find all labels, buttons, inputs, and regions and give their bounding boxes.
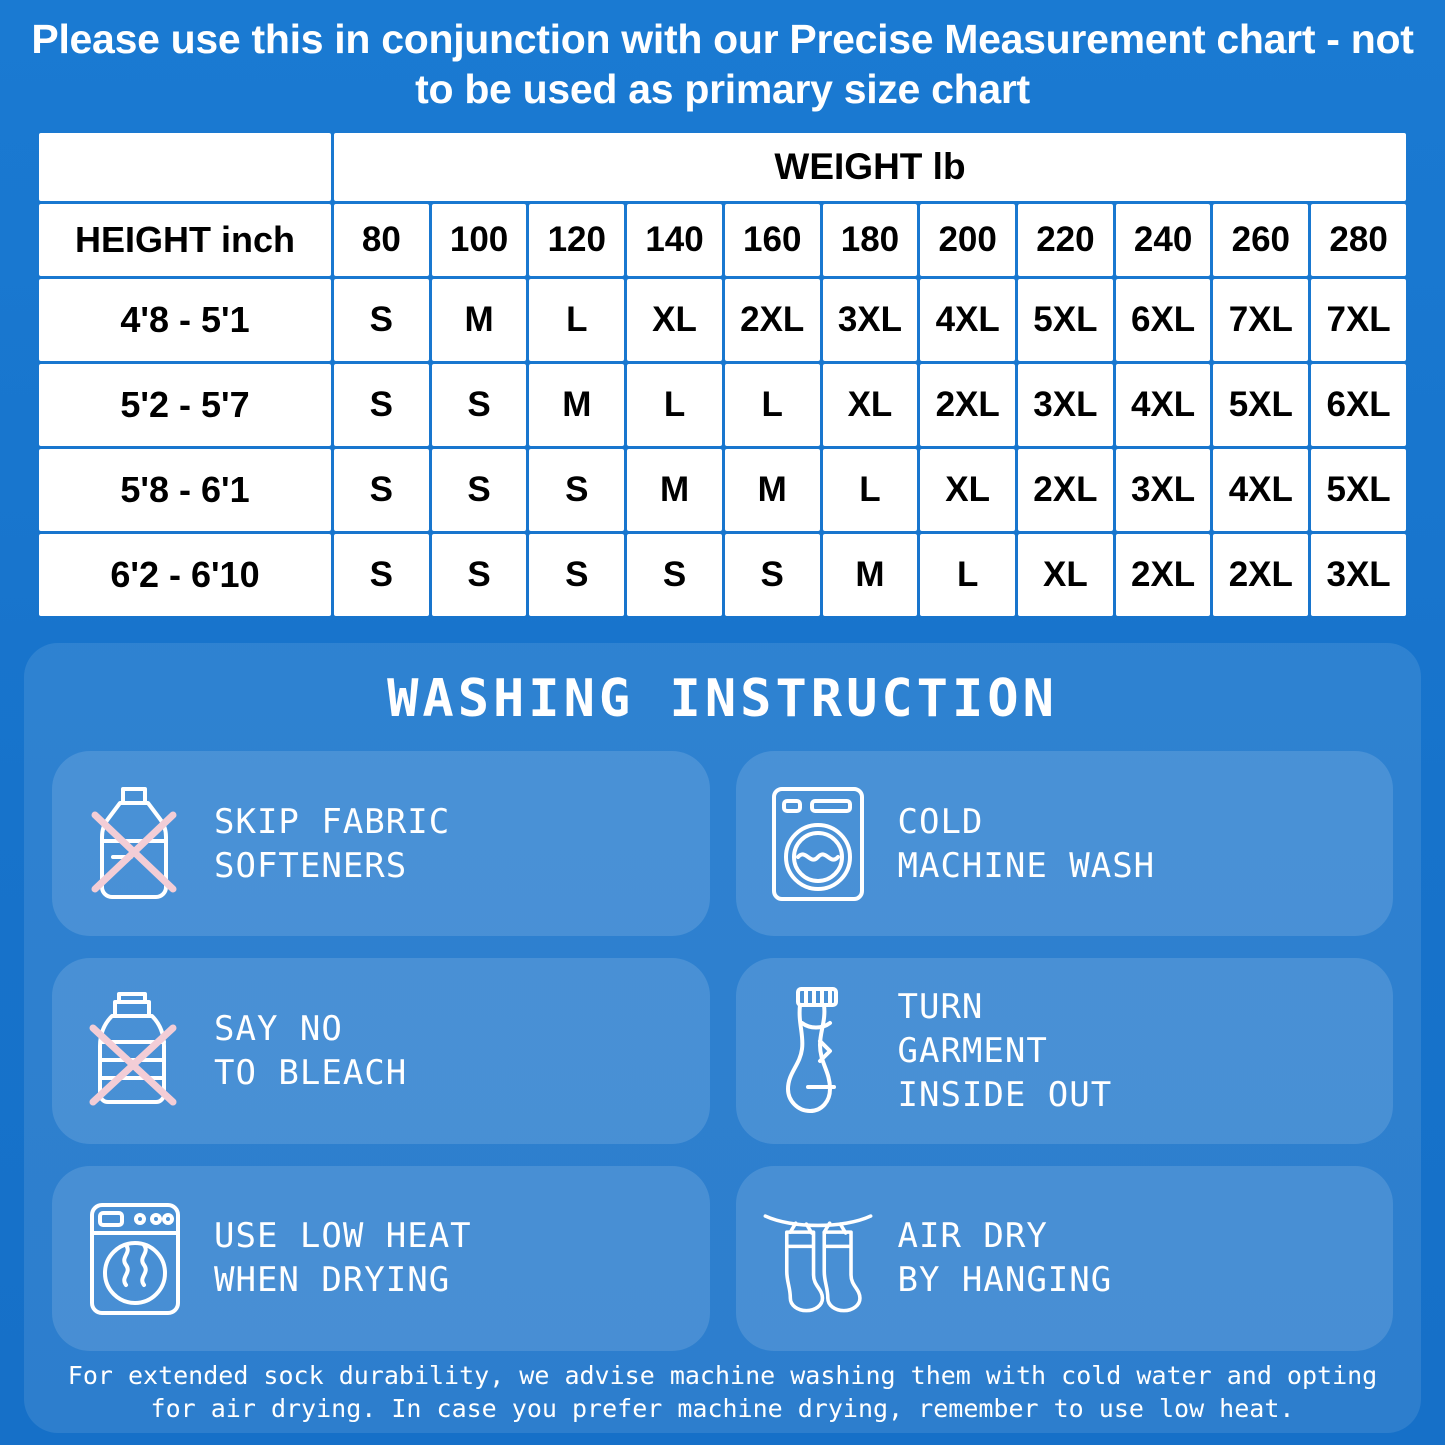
size-cell: S: [725, 534, 820, 616]
size-cell: 7XL: [1213, 279, 1308, 361]
size-cell: L: [920, 534, 1015, 616]
weight-axis-title: WEIGHT lb: [334, 133, 1406, 201]
size-cell: S: [334, 449, 429, 531]
size-cell: 3XL: [1116, 449, 1211, 531]
weight-column-header: 100: [432, 204, 527, 276]
table-row: [39, 133, 1406, 201]
washing-card-label: AIR DRY BY HANGING: [897, 1216, 1113, 1301]
size-cell: 2XL: [1213, 534, 1308, 616]
size-cell: 2XL: [920, 364, 1015, 446]
washing-footnote: For extended sock durability, we advise machine washing them with cold water and opting for air drying. In case you prefer machine drying, remember to use low heat.: [67, 1361, 1378, 1423]
weight-column-header: 260: [1213, 204, 1308, 276]
size-cell: L: [529, 279, 624, 361]
size-cell: 2XL: [725, 279, 820, 361]
weight-column-header: 220: [1018, 204, 1113, 276]
table-row: [39, 449, 1406, 531]
size-cell: M: [823, 534, 918, 616]
size-cell: S: [432, 449, 527, 531]
page-headline: Please use this in conjunction with our Precise Measurement chart - not to be used as primary size chart: [31, 16, 1414, 112]
height-axis-title: HEIGHT inch: [39, 204, 331, 276]
weight-column-header: 160: [725, 204, 820, 276]
size-cell: S: [627, 534, 722, 616]
washing-card-skip-fabric-softeners: [52, 751, 710, 936]
washing-instruction-panel: [24, 643, 1421, 1433]
size-cell: M: [627, 449, 722, 531]
size-cell: S: [334, 364, 429, 446]
weight-column-header: 240: [1116, 204, 1211, 276]
size-cell: 3XL: [823, 279, 918, 361]
height-row-label: 6'2 - 6'10: [39, 534, 331, 616]
washing-card-label: SKIP FABRIC SOFTENERS: [214, 801, 451, 886]
size-cell: L: [725, 364, 820, 446]
size-cell: 2XL: [1018, 449, 1113, 531]
washing-instruction-title: WASHING INSTRUCTION: [387, 669, 1058, 729]
washing-card-label: USE LOW HEAT WHEN DRYING: [214, 1216, 472, 1301]
size-cell: 3XL: [1018, 364, 1113, 446]
size-cell: S: [432, 364, 527, 446]
height-row-label: 5'2 - 5'7: [39, 364, 331, 446]
weight-column-header: 140: [627, 204, 722, 276]
washing-card-air-dry-hanging: [736, 1166, 1394, 1351]
size-cell: 4XL: [920, 279, 1015, 361]
height-row-label: 5'8 - 6'1: [39, 449, 331, 531]
size-cell: L: [823, 449, 918, 531]
size-cell: XL: [920, 449, 1015, 531]
washing-card-label: COLD MACHINE WASH: [897, 801, 1156, 886]
size-cell: 5XL: [1213, 364, 1308, 446]
tumble-dryer-low-heat-icon: [76, 1190, 192, 1326]
size-cell: 3XL: [1311, 534, 1406, 616]
size-chart-table-wrap: [36, 130, 1409, 619]
size-cell: S: [529, 534, 624, 616]
size-cell: 4XL: [1213, 449, 1308, 531]
size-cell: 6XL: [1311, 364, 1406, 446]
size-cell: L: [627, 364, 722, 446]
size-cell: S: [334, 279, 429, 361]
table-row: [39, 279, 1406, 361]
washing-card-label: SAY NO TO BLEACH: [214, 1008, 408, 1093]
bleach-bottle-crossed-icon: [76, 983, 192, 1119]
washing-card-turn-inside-out: [736, 958, 1394, 1143]
weight-column-header: 180: [823, 204, 918, 276]
weight-column-header: 80: [334, 204, 429, 276]
size-cell: S: [432, 534, 527, 616]
table-row: [39, 364, 1406, 446]
size-cell: M: [432, 279, 527, 361]
size-cell: S: [529, 449, 624, 531]
size-cell: 5XL: [1018, 279, 1113, 361]
size-cell: M: [725, 449, 820, 531]
weight-column-header: 280: [1311, 204, 1406, 276]
weight-column-header: 200: [920, 204, 1015, 276]
socks-on-line-icon: [760, 1190, 876, 1326]
size-cell: 5XL: [1311, 449, 1406, 531]
washing-machine-icon: [760, 776, 876, 912]
size-cell: 4XL: [1116, 364, 1211, 446]
washing-card-low-heat-drying: [52, 1166, 710, 1351]
table-row: [39, 534, 1406, 616]
fabric-softener-bottle-crossed-icon: [76, 776, 192, 912]
size-cell: XL: [1018, 534, 1113, 616]
size-cell: M: [529, 364, 624, 446]
size-cell: S: [334, 534, 429, 616]
size-cell: 7XL: [1311, 279, 1406, 361]
washing-card-label: TURN GARMENT INSIDE OUT: [897, 986, 1113, 1115]
table-corner-blank: [39, 133, 331, 201]
size-cell: XL: [823, 364, 918, 446]
washing-card-no-bleach: [52, 958, 710, 1143]
size-cell: XL: [627, 279, 722, 361]
washing-instruction-grid: [52, 751, 1393, 1351]
table-header-row: [39, 204, 1406, 276]
size-cell: 2XL: [1116, 534, 1211, 616]
height-row-label: 4'8 - 5'1: [39, 279, 331, 361]
washing-card-cold-machine-wash: [736, 751, 1394, 936]
size-chart-table: [36, 130, 1409, 619]
weight-column-header: 120: [529, 204, 624, 276]
size-cell: 6XL: [1116, 279, 1211, 361]
sock-inside-out-icon: [760, 983, 876, 1119]
